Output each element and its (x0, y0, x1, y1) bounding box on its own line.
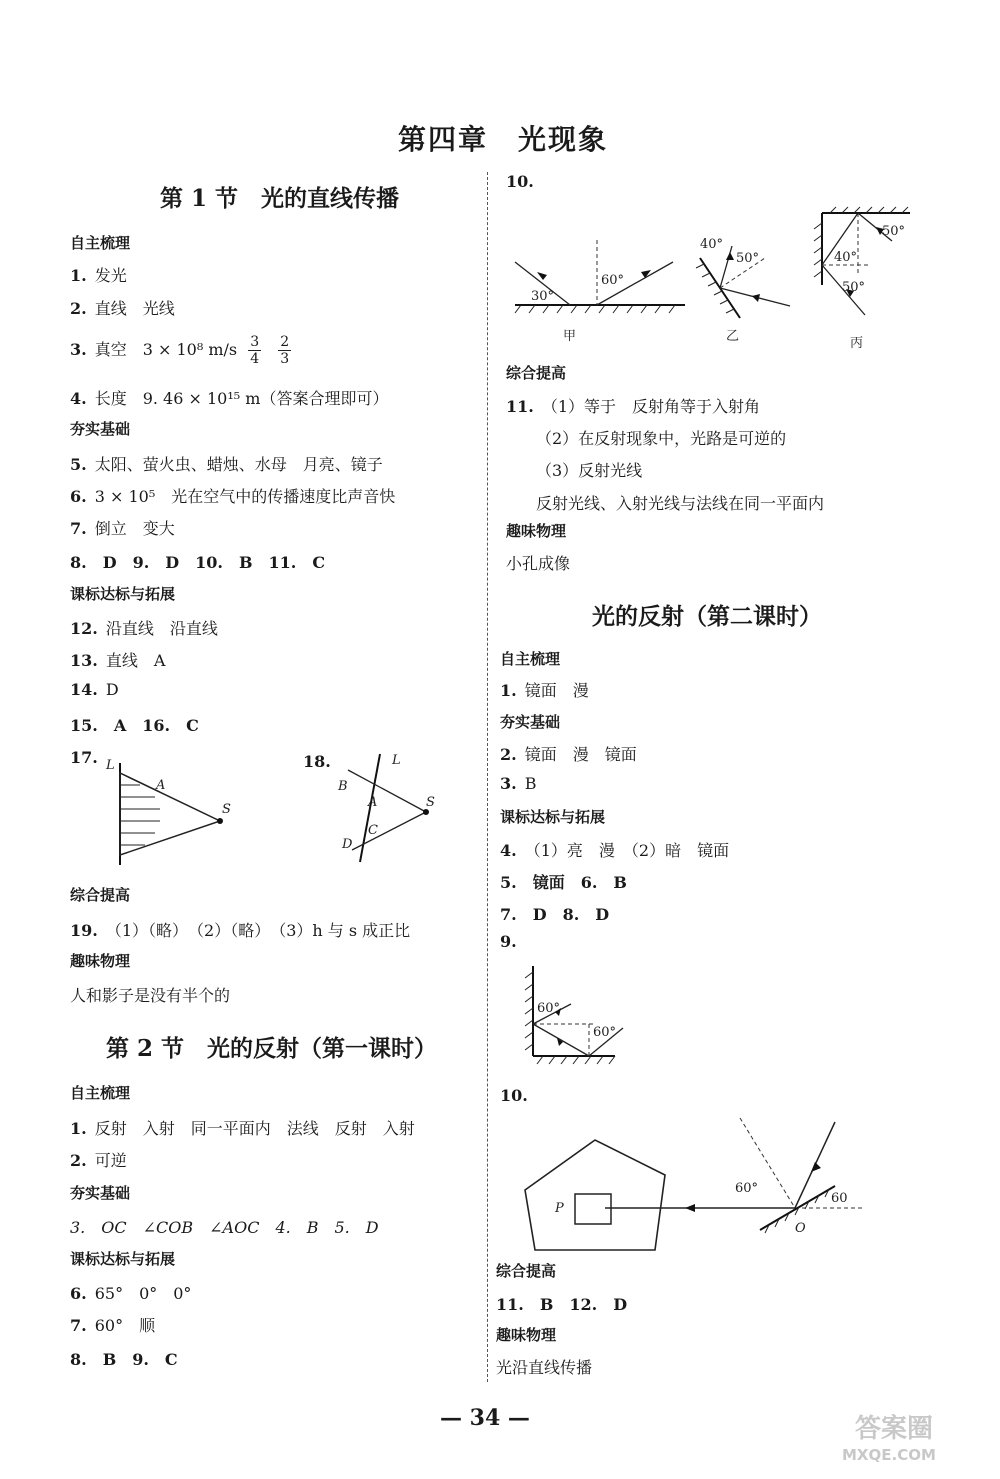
answer-line: 6. 3 × 10⁵ 光在空气中的传播速度比声音快 (70, 487, 396, 506)
fun-answer: 小孔成像 (506, 554, 571, 573)
answer-line: 5. 镜面 6. B (500, 873, 627, 892)
chapter-title: 第四章 光现象 (398, 123, 609, 156)
answer-line: 19. （1）（略） （2）（略） （3）h 与 s 成正比 (70, 921, 411, 940)
svg-text:乙: 乙 (726, 329, 740, 344)
svg-text:60: 60 (831, 1191, 848, 1206)
answer-line: 12. 沿直线 沿直线 (70, 619, 218, 638)
answer-line: 1. 反射 入射 同一平面内 法线 反射 入射 (70, 1119, 415, 1138)
page-number: — 34 — (440, 1405, 530, 1431)
answer-line: 反射光线、入射光线与法线在同一平面内 (536, 494, 825, 513)
fun-answer: 光沿直线传播 (496, 1358, 593, 1377)
heading-basics: 夯实基础 (70, 420, 131, 438)
svg-text:丙: 丙 (850, 336, 864, 351)
svg-text:30°: 30° (531, 289, 555, 304)
svg-text:D: D (342, 837, 353, 852)
answer-line: 6. 65° 0° 0° (70, 1284, 192, 1303)
answer-line: 7. 倒立 变大 (70, 519, 175, 538)
watermark-url: MXQE.COM (842, 1446, 936, 1464)
answer-line: 3. B (500, 774, 537, 793)
heading-fun-physics: 趣味物理 (70, 952, 131, 970)
heading-self-review: 自主梳理 (70, 234, 131, 252)
svg-text:S: S (426, 795, 435, 810)
section-2-title: 第 2 节 光的反射（第一课时） (106, 1035, 438, 1062)
answer-line: 1. 镜面 漫 (500, 681, 589, 700)
question-number: 18. (303, 752, 331, 771)
section-1-title: 第 1 节 光的直线传播 (160, 185, 400, 212)
section-3-title: 光的反射（第二课时） (592, 603, 822, 630)
answer-line: 8. D 9. D 10. B 11. C (70, 553, 326, 572)
answer-line: 1. 发光 (70, 266, 127, 285)
svg-text:O: O (795, 1221, 806, 1236)
question-number: 9. (500, 932, 517, 951)
answer-line: 14. D (70, 680, 119, 699)
question-number: 10. (500, 1086, 528, 1105)
fun-answer: 人和影子是没有半个的 (70, 986, 231, 1005)
svg-text:C: C (368, 823, 378, 838)
heading-fun-physics: 趣味物理 (506, 522, 567, 540)
svg-text:L: L (392, 753, 401, 768)
figure-10-reflection-b (690, 228, 810, 348)
answer-line: （3）反射光线 (536, 461, 643, 480)
svg-text:L: L (106, 758, 115, 773)
heading-comprehensive: 综合提高 (70, 886, 131, 904)
answer-line: 3. 真空 3 × 10⁸ m/s $\frac{3}{4}$ $\frac{2}{3}$ (70, 334, 290, 367)
heading-extension: 课标达标与拓展 (500, 808, 606, 826)
answer-line: 11. （1）等于 反射角等于入射角 (506, 397, 761, 416)
answer-line: 5. 太阳、萤火虫、蜡烛、水母 月亮、镜子 (70, 455, 383, 474)
svg-text:50°: 50° (736, 251, 760, 266)
heading-fun-physics: 趣味物理 (496, 1326, 557, 1344)
svg-text:40°: 40° (700, 237, 724, 252)
svg-text:60°: 60° (735, 1181, 759, 1196)
svg-text:甲: 甲 (563, 329, 577, 344)
question-number: 17. (70, 748, 98, 767)
svg-text:A: A (368, 795, 378, 810)
heading-self-review: 自主梳理 (500, 650, 561, 668)
answer-line: （2）在反射现象中，光路是可逆的 (536, 429, 787, 448)
heading-basics: 夯实基础 (70, 1184, 131, 1202)
figure-10-house-mirror (515, 1110, 885, 1260)
question-number: 10. (506, 172, 534, 191)
fraction: $\frac{3}{4}$ (250, 334, 260, 367)
figure-10-reflection-c (810, 205, 920, 355)
svg-text:40°: 40° (834, 250, 858, 265)
svg-text:60°: 60° (537, 1001, 561, 1016)
answer-line: 4. 长度 9. 46 × 10¹⁵ m（答案合理即可） (70, 389, 389, 408)
answer-line: 7. D 8. D (500, 905, 610, 924)
answer-line: 3. OC ∠COB ∠AOC 4. B 5. D (70, 1218, 379, 1237)
answer-line: 4. （1）亮 漫 （2）暗 镜面 (500, 841, 730, 860)
svg-text:60°: 60° (601, 273, 625, 288)
figure-9-corner-mirror (515, 960, 635, 1075)
column-divider (487, 172, 488, 1382)
heading-comprehensive: 综合提高 (506, 364, 567, 382)
answer-line: 13. 直线 A (70, 651, 166, 670)
heading-basics: 夯实基础 (500, 713, 561, 731)
svg-text:50°: 50° (842, 280, 866, 295)
answer-line: 2. 可逆 (70, 1151, 127, 1170)
answer-line: 2. 直线 光线 (70, 299, 175, 318)
heading-self-review: 自主梳理 (70, 1084, 131, 1102)
watermark-logo: 答案圈 (855, 1414, 934, 1444)
svg-text:P: P (555, 1201, 564, 1216)
answer-line: 2. 镜面 漫 镜面 (500, 745, 637, 764)
heading-comprehensive: 综合提高 (496, 1262, 557, 1280)
figure-17-shadow-diagram (100, 755, 240, 875)
answer-line: 7. 60° 顺 (70, 1316, 156, 1335)
svg-text:50°: 50° (882, 224, 906, 239)
answer-line: 8. B 9. C (70, 1350, 178, 1369)
fraction: $\frac{2}{3}$ (280, 334, 290, 367)
figure-18-light-path (330, 750, 450, 870)
svg-text:A: A (156, 778, 166, 793)
svg-text:60°: 60° (593, 1025, 617, 1040)
heading-extension: 课标达标与拓展 (70, 1250, 176, 1268)
figure-10-reflection-a (505, 230, 695, 360)
answer-line: 15. A 16. C (70, 716, 199, 735)
heading-extension: 课标达标与拓展 (70, 585, 176, 603)
svg-text:B: B (338, 779, 348, 794)
svg-text:S: S (222, 802, 231, 817)
answer-line: 11. B 12. D (496, 1295, 628, 1314)
